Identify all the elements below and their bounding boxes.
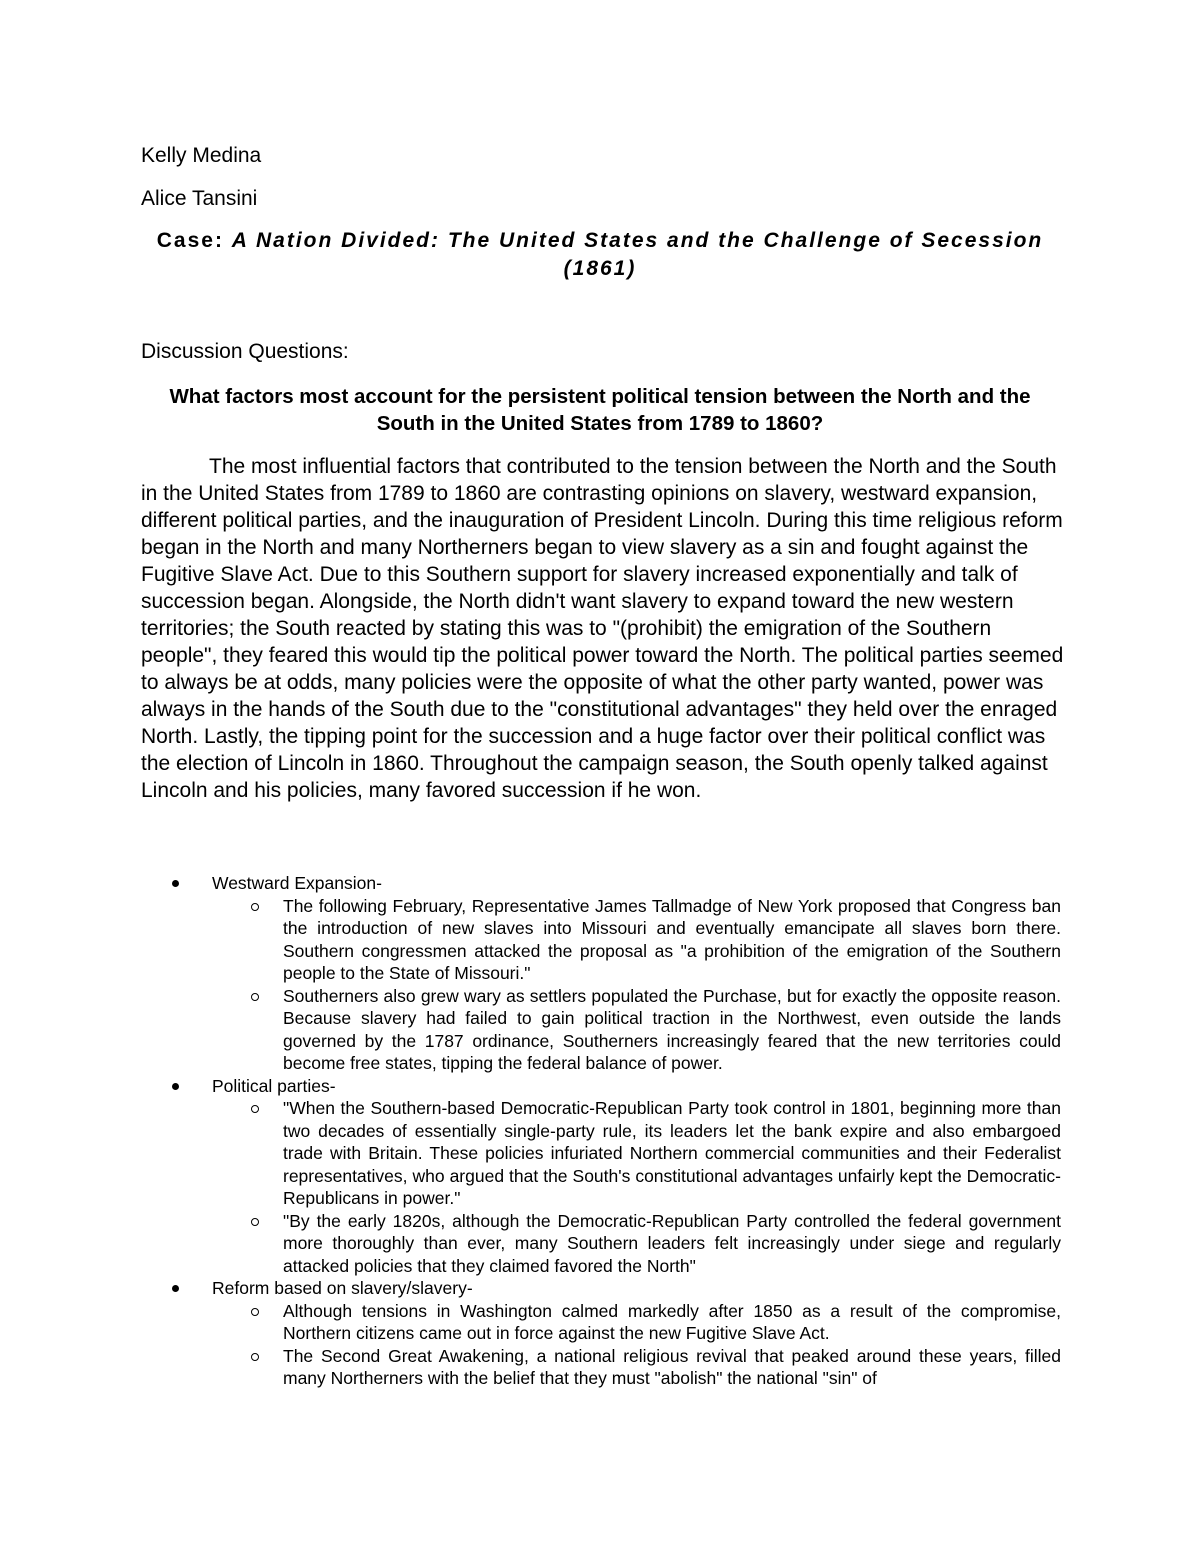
factor-subitem-text: "When the Southern-based Democratic-Republican Party took control in 1801, beginning more than two decades of essentially single-party rule, its leaders let the bank expire and also embargoed trade with Britain. These policies infuriated Northern commercial communities and their Federalist representatives, who argued that the South's constitutional advantages unfairly kept the Democratic-Republicans in power." <box>283 1098 1061 1208</box>
factor-sublist <box>212 1300 1061 1390</box>
bullet-icon <box>172 880 179 887</box>
sub-bullet-icon <box>251 1105 259 1113</box>
factor-subitem <box>212 1300 1061 1345</box>
factor-list <box>141 872 1061 1390</box>
sub-bullet-icon <box>251 993 259 1001</box>
factor-sublist <box>212 1097 1061 1277</box>
bullet-icon <box>172 1285 179 1292</box>
factor-subitem <box>212 1345 1061 1390</box>
case-title <box>150 227 1050 283</box>
discussion-question: What factors most account for the persistent political tension between the North and the South in the United States from 1789 to 1860? <box>169 385 1031 435</box>
sub-bullet-icon <box>251 1218 259 1226</box>
author-name-2: Alice Tansini <box>141 187 258 210</box>
sub-bullet-icon <box>251 903 259 911</box>
factor-label: Reform based on slavery/slavery- <box>212 1278 473 1298</box>
factor-subitem <box>212 895 1061 985</box>
answer-paragraph: The most influential factors that contributed to the tension between the North and the South in the United States from 1789 to 1860 are contrasting opinions on slavery, westward expansion, different political parties, and the inauguration of President Lincoln. During this time religious reform began in the North and many Northerners began to view slavery as a sin and fought against the Fugitive Slave Act. Due to this Southern support for slavery increased exponentially and talk of succession began. Alongside, the North didn't want slavery to expand toward the new western territories; the South reacted by stating this was to "(prohibit) the emigration of the Southern people", they feared this would tip the political power toward the North. The political parties seemed to always be at odds, many policies were the opposite of what the other party wanted, power was always in the hands of the South due to the "constitutional advantages" they held over the enraged North. Lastly, the tipping point for the succession and a huge factor over their political conflict was the election of Lincoln in 1860. Throughout the campaign season, the South openly talked against Lincoln and his policies, many favored succession if he won. <box>141 455 1064 802</box>
factor-subitem-text: The following February, Representative James Tallmadge of New York proposed that Congress ban the introduction of new slaves into Missouri and eventually emancipate all slaves born there. Southern congressmen attacked the proposal as "a prohibition of the emigration of the Southern people to the State of Missouri." <box>283 895 1061 983</box>
factor-sublist <box>212 895 1061 1075</box>
discussion-questions-label: Discussion Questions: <box>141 340 349 363</box>
factor-subitem-text: "By the early 1820s, although the Democratic-Republican Party controlled the federal government more thoroughly than ever, many Southern leaders felt increasingly under siege and regularly attacked policies that they claimed favored the North" <box>283 1210 1061 1276</box>
case-title-prefix: Case: <box>156 229 232 252</box>
factor-subitem-text: The Second Great Awakening, a national religious revival that peaked around these years, filled many Northerners with the belief that they must "abolish" the national "sin" of <box>283 1345 1061 1388</box>
factor-item-westward-expansion <box>141 872 1061 1075</box>
factor-subitem <box>212 985 1061 1075</box>
factor-item-reform <box>141 1277 1061 1390</box>
factor-item-political-parties <box>141 1075 1061 1278</box>
author-name-1: Kelly Medina <box>141 144 262 167</box>
sub-bullet-icon <box>251 1308 259 1316</box>
factor-subitem-text: Although tensions in Washington calmed markedly after 1850 as a result of the compromise, Northern citizens came out in force against the new Fugitive Slave Act. <box>283 1300 1061 1343</box>
factor-label: Westward Expansion- <box>212 873 382 893</box>
bullet-icon <box>172 1083 179 1090</box>
sub-bullet-icon <box>251 1353 259 1361</box>
factor-subitem <box>212 1210 1061 1278</box>
factor-subitem-text: Southerners also grew wary as settlers populated the Purchase, but for exactly the opposite reason. Because slavery had failed to gain political traction in the Northwest, even outside the lands governed by the 1787 ordinance, Southerners increasingly feared that the new territories could become free states, tipping the federal balance of power. <box>283 985 1061 1073</box>
factor-subitem <box>212 1097 1061 1210</box>
factor-label: Political parties- <box>212 1075 336 1096</box>
case-title-text: A Nation Divided: The United States and the Challenge of Secession (1861) <box>231 229 1044 280</box>
